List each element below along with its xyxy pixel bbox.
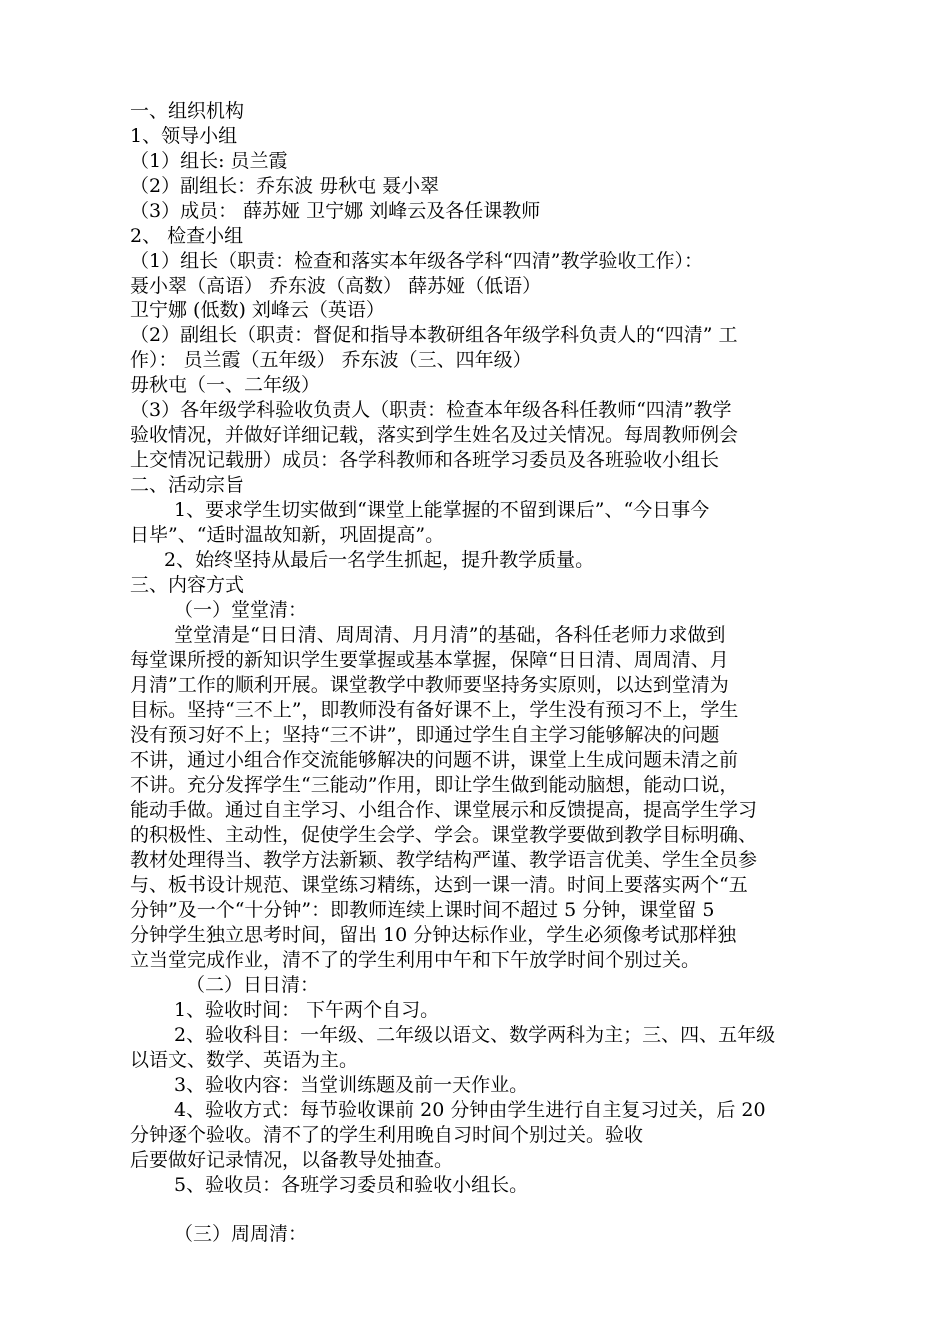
text-line: 不讲，通过小组合作交流能够解决的问题不讲，课堂上生成问题未清之前 xyxy=(130,749,739,771)
subheading-weekly-clear: （三）周周清： xyxy=(174,1223,308,1245)
text-line: 没有预习好不上；坚持“三不讲”，即通过学生自主学习能够解决的问题 xyxy=(130,724,720,746)
text-line: 分钟逐个验收。清不了的学生利用晚自习时间个别过关。验收 xyxy=(130,1124,644,1146)
text-line: 教材处理得当、教学方法新颖、教学结构严谨、教学语言优美、学生全员参 xyxy=(130,849,758,871)
subheading-daily-clear: （二）日日清： xyxy=(186,974,320,996)
text-line: （3）成员： 薛苏娅 卫宁娜 刘峰云及各任课教师 xyxy=(130,200,541,222)
text-line: 日毕”、“适时温故知新，巩固提高”。 xyxy=(130,524,445,546)
text-line: 卫宁娜 (低数) 刘峰云（英语） xyxy=(130,299,385,321)
text-line: 作）： 员兰霞（五年级） 乔东波（三、四年级） xyxy=(130,349,532,371)
text-line: 3、验收内容：当堂训练题及前一天作业。 xyxy=(174,1074,529,1096)
text-line: 与、板书设计规范、课堂练习精练，达到一课一清。时间上要落实两个“五 xyxy=(130,874,748,896)
text-line: 后要做好记录情况，以备教导处抽查。 xyxy=(130,1149,454,1171)
text-line: 立当堂完成作业，清不了的学生利用中午和下午放学时间个别过关。 xyxy=(130,949,701,971)
text-line: 1、验收时间： 下午两个自习。 xyxy=(174,999,440,1021)
heading-activity-purpose: 二、活动宗旨 xyxy=(130,474,245,496)
subheading-leadership-group: 1、领导小组 xyxy=(130,125,238,147)
heading-organization: 一、组织机构 xyxy=(130,100,245,122)
text-line: 1、要求学生切实做到“课堂上能掌握的不留到课后”、“今日事今 xyxy=(174,499,710,521)
text-line: （2）副组长（职责：督促和指导本教研组各年级学科负责人的“四清” 工 xyxy=(130,324,738,346)
text-line: （1）组长（职责：检查和落实本年级各学科“四清”教学验收工作）： xyxy=(130,250,704,272)
text-line: 每堂课所授的新知识学生要掌握或基本掌握，保障“日日清、周周清、月 xyxy=(130,649,729,671)
heading-content-methods: 三、内容方式 xyxy=(130,574,245,596)
text-line: 分钟学生独立思考时间，留出 10 分钟达标作业，学生必须像考试那样独 xyxy=(130,924,737,946)
text-line: （1）组长: 员兰霞 xyxy=(130,150,288,172)
text-line: 不讲。充分发挥学生“三能动”作用，即让学生做到能动脑想，能动口说， xyxy=(130,774,739,796)
text-line: 堂堂清是“日日清、周周清、月月清”的基础，各科任老师力求做到 xyxy=(174,624,726,646)
text-line: 月清”工作的顺利开展。课堂教学中教师要坚持务实原则，以达到堂清为 xyxy=(130,674,729,696)
text-line: 目标。坚持“三不上”，即教师没有备好课不上，学生没有预习不上，学生 xyxy=(130,699,739,721)
text-line: 5、验收员：各班学习委员和验收小组长。 xyxy=(174,1174,529,1196)
text-line: 毋秋屯（一、二年级） xyxy=(130,374,321,396)
text-line: 分钟”及一个“十分钟”：即教师连续上课时间不超过 5 分钟，课堂留 5 xyxy=(130,899,715,921)
text-line: 的积极性、主动性，促使学生会学、学会。课堂教学要做到教学目标明确、 xyxy=(130,824,758,846)
text-line: （2）副组长：乔东波 毋秋屯 聂小翠 xyxy=(130,175,440,197)
text-line: 2、始终坚持从最后一名学生抓起，提升教学质量。 xyxy=(164,549,595,571)
text-line: 4、验收方式：每节验收课前 20 分钟由学生进行自主复习过关，后 20 xyxy=(174,1099,766,1121)
text-line: 能动手做。通过自主学习、小组合作、课堂展示和反馈提高，提高学生学习 xyxy=(130,799,758,821)
text-line: 以语文、数学、英语为主。 xyxy=(130,1049,359,1071)
subheading-class-clear: （一）堂堂清： xyxy=(174,599,308,621)
text-line: 上交情况记载册）成员：各学科教师和各班学习委员及各班验收小组长 xyxy=(130,449,720,471)
text-line: （3）各年级学科验收负责人（职责：检查本年级各科任教师“四清”教学 xyxy=(130,399,732,421)
text-line: 聂小翠（高语） 乔东波（高数） 薛苏娅（低语） xyxy=(130,275,542,297)
text-line: 验收情况，并做好详细记载，落实到学生姓名及过关情况。每周教师例会 xyxy=(130,424,739,446)
subheading-inspection-group: 2、 检查小组 xyxy=(130,225,244,247)
text-line: 2、验收科目：一年级、二年级以语文、数学两科为主；三、四、五年级 xyxy=(174,1024,776,1046)
